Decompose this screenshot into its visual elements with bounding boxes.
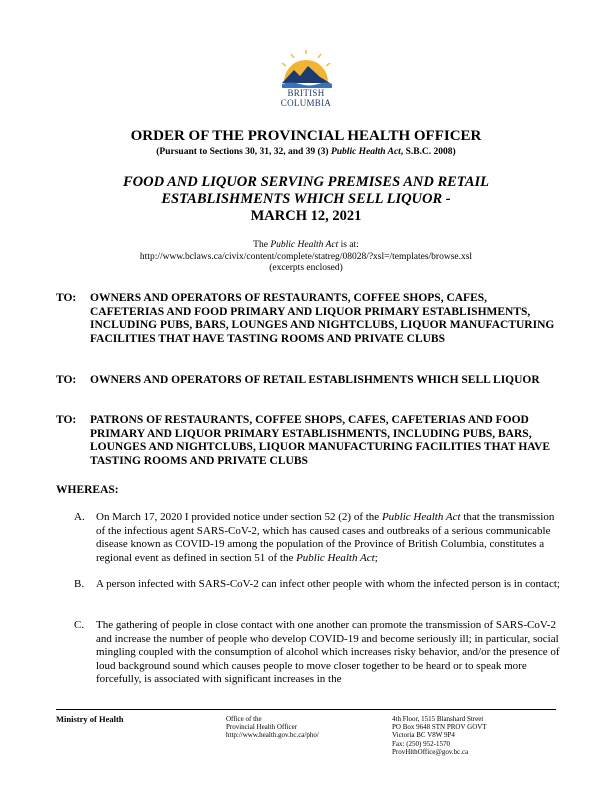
order-title-line1: FOOD AND LIQUOR SERVING PREMISES AND RETAIL <box>122 174 490 190</box>
addressee-label: TO: <box>56 374 77 386</box>
addressee-text: OWNERS AND OPERATORS OF RESTAURANTS, COFFEE SHOPS, CAFES, CAFETERIAS AND FOOD PRIMARY AND LIQUOR PRIMARY ESTABLISHMENTS, INCLUDING PUBS, BARS, LOUNGES AND NIGHTCLUBS, LIQUOR MANUFACTURING FACILITIES THAT HAVE TASTING ROOMS AND PRIVATE CLUBS <box>90 292 555 345</box>
footer-address-line: PO Box 9648 STN PROV GOVT <box>392 723 487 732</box>
footer-divider <box>56 709 556 710</box>
clause-text: On March 17, 2020 I provided notice under section 52 (2) of the Public Health Act that the transmission of the infectious agent SARS-CoV-2, which has caused cases and outbreaks of a serious communicable disease known as COVID-19 among the population of the Province of British Columbia, constitutes a regional event as defined in section 51 of the Public Health Act; <box>96 511 555 564</box>
footer-fax: Fax: (250) 952-1570 <box>392 739 450 748</box>
act-reference-line: The Public Health Act is at: <box>253 240 359 250</box>
clause-text: A person infected with SARS-CoV-2 can infect other people with whom the infected person is in contact; <box>96 578 560 590</box>
clause-letter: B. <box>74 578 85 590</box>
bc-logo-text <box>268 88 344 108</box>
footer-address-line: 4th Floor, 1515 Blanshard Street <box>392 715 484 723</box>
clause-letter: C. <box>74 619 85 631</box>
logo-line-columbia: COLUMBIA <box>280 98 332 108</box>
pursuant-line: (Pursuant to Sections 30, 31, 32, and 39 (3) Public Health Act, S.B.C. 2008) <box>156 147 456 157</box>
act-reference <box>0 240 612 275</box>
footer-office-url[interactable]: http://www.health.gov.bc.ca/pho/ <box>226 731 319 740</box>
clause-letter: A. <box>74 511 85 523</box>
order-title <box>0 174 612 208</box>
addressee-label: TO: <box>56 292 77 304</box>
clause-text: The gathering of people in close contact with one another can promote the transmission of SARS-CoV-2 and increase the number of people who develop COVID-19 and become seriously ill; in particular, social mingling coupled with the consumption of alcohol which increases risky behavior, and/or the presence of loud background sound which causes people to move closer together to be heard or to speak more forcefully, is associated with significant increases in the <box>96 619 560 686</box>
footer-office-line: Office of the <box>226 715 262 723</box>
footer-address <box>392 715 487 756</box>
order-date: MARCH 12, 2021 <box>250 208 362 224</box>
document-title: ORDER OF THE PROVINCIAL HEALTH OFFICER <box>130 128 482 144</box>
footer-office <box>226 715 319 740</box>
excerpts-note: (excerpts enclosed) <box>269 263 343 273</box>
logo-line-british: BRITISH <box>287 88 325 98</box>
footer-email[interactable]: ProvHlthOffice@gov.bc.ca <box>392 747 469 756</box>
footer-ministry: Ministry of Health <box>56 714 124 724</box>
whereas-heading: WHEREAS: <box>56 484 119 496</box>
addressee-text: OWNERS AND OPERATORS OF RETAIL ESTABLISHMENTS WHICH SELL LIQUOR <box>90 374 540 386</box>
footer-address-line: Victoria BC V8W 9P4 <box>392 731 455 740</box>
addressee-text: PATRONS OF RESTAURANTS, COFFEE SHOPS, CAFES, CAFETERIAS AND FOOD PRIMARY AND LIQUOR PRIMARY ESTABLISHMENTS, INCLUDING PUBS, BARS, LOUNGES AND NIGHTCLUBS, LIQUOR MANUFACTURING FACILITIES THAT HAVE TASTING ROOMS AND PRIVATE CLUBS <box>90 414 551 467</box>
addressee-label: TO: <box>56 414 77 426</box>
footer-office-line: Provincial Health Officer <box>226 723 298 732</box>
order-title-line2: ESTABLISHMENTS WHICH SELL LIQUOR - <box>161 191 451 207</box>
act-url-link[interactable]: http://www.bclaws.ca/civix/content/complete/statreg/08028/?xsl=/templates/browse.xsl <box>139 251 473 262</box>
